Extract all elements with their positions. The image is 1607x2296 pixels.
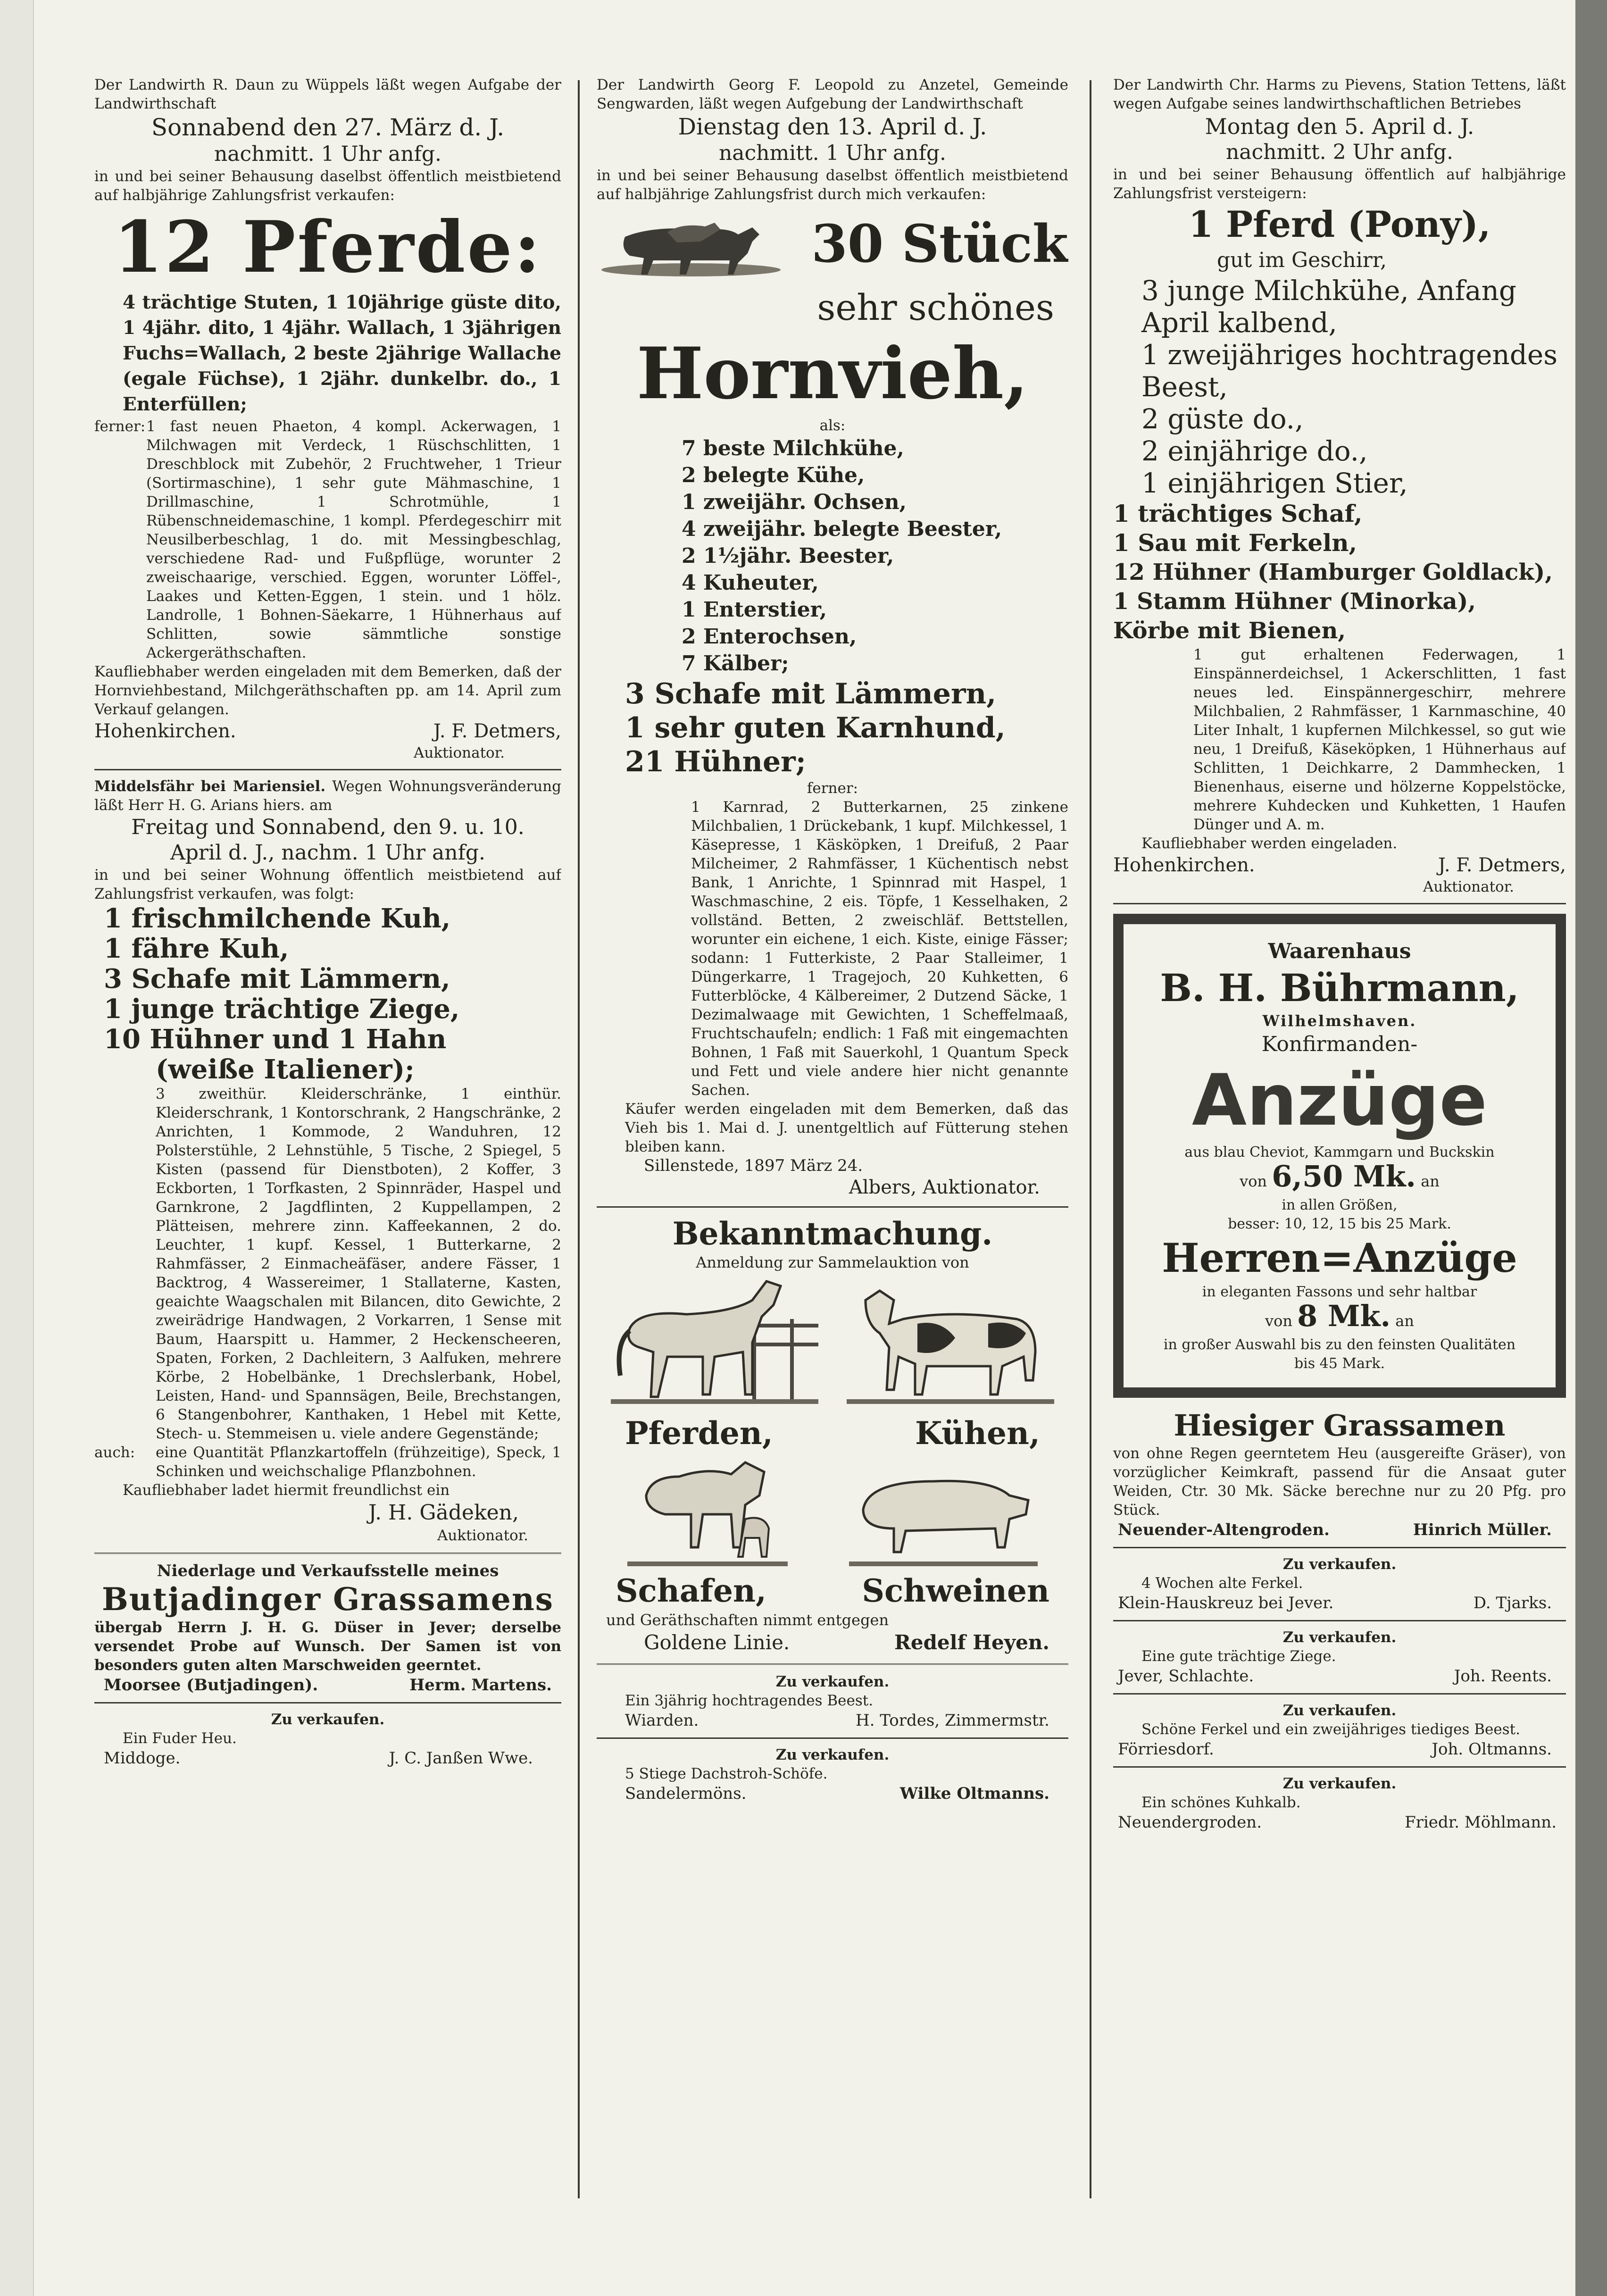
store-label: Waarenhaus	[1268, 939, 1411, 963]
column-3	[1113, 75, 1566, 2250]
list-item: 2 Enterochsen,	[682, 625, 857, 649]
ad-text: in und bei seiner Behausung öffentlich auf halbjährige Zahlungsfrist versteigern:	[1113, 166, 1566, 202]
right-edge-strip	[1575, 0, 1607, 2296]
list-item: 4 zweijähr. belegte Beester,	[682, 517, 1002, 541]
ad-als: als:	[819, 417, 846, 434]
column-rule	[578, 80, 580, 2198]
column-2	[597, 75, 1068, 2250]
list-item: 1 trächtiges Schaf,	[1113, 500, 1363, 527]
ad-intro: Der Landwirth Georg F. Leopold zu Anzetel, Gemeinde Sengwarden, läßt wegen Aufgebung der Landwirthschaft	[597, 76, 1068, 112]
ad-text: in und bei seiner Behausung daselbst öffentlich meistbietend auf halbjährige Zahlungsfrist verkaufen:	[94, 168, 561, 204]
list-item: Körbe mit Bienen,	[1113, 618, 1346, 644]
list-item: 2 1½jähr. Beester,	[682, 544, 894, 568]
ad-text: Schöne Ferkel und ein zweijähriges tiediges Beest.	[1141, 1721, 1520, 1738]
ad-title: Zu verkaufen.	[1282, 1556, 1397, 1573]
ad-signature-row	[1113, 1593, 1566, 1613]
ad-text: in und bei seiner Behausung daselbst öffentlich meistbietend auf halbjährige Zahlungsfrist durch mich verkaufen:	[597, 167, 1068, 203]
ad-signer: Friedr. Möhlmann.	[1405, 1813, 1557, 1832]
animals-row-2	[597, 1571, 1068, 1611]
ad-title: Zu verkaufen.	[775, 1746, 890, 1763]
list-item: 12 Hühner (Hamburger Goldlack),	[1113, 559, 1553, 585]
ferner-label: ferner:	[94, 418, 146, 435]
ad-place: Sandelermöns.	[625, 1784, 747, 1803]
sale-ad-tjarks	[1113, 1555, 1566, 1613]
ad-separator	[597, 1663, 1068, 1665]
ad-place: Neuendergroden.	[1118, 1813, 1262, 1832]
ad-signer: J. C. Janßen Wwe.	[389, 1749, 533, 1768]
ad-text: 5 Stiege Dachstroh-Schöfe.	[625, 1765, 828, 1782]
ad-signer: J. H. Gädeken,	[368, 1501, 519, 1525]
box-text: aus blau Cheviot, Kammgarn und Buckskin	[1184, 1144, 1495, 1161]
list-item: 1 Sau mit Ferkeln,	[1113, 529, 1357, 557]
ad-separator	[1113, 1547, 1566, 1548]
animals-row-1	[597, 1413, 1068, 1453]
ad-text: in und bei seiner Wohnung öffentlich meistbietend auf Zahlungsfrist verkaufen, was folgt:	[94, 867, 561, 902]
ad-line: Anmeldung zur Sammelauktion von	[696, 1253, 969, 1271]
column-rule	[1090, 80, 1091, 2198]
auch-label: auch:	[94, 1444, 135, 1461]
ad-place: Wiarden.	[625, 1711, 699, 1730]
auction-ad-leopold	[597, 75, 1068, 1200]
ad-text: Ein 3jährig hochtragendes Beest.	[625, 1692, 874, 1709]
animal-label: Pferden,	[625, 1415, 773, 1452]
ad-closing: Käufer werden eingeladen mit dem Bemerken, daß das Vieh bis 1. Mai d. J. unentgeltlich auf Fütterung stehen bleiben kann.	[625, 1101, 1068, 1155]
ad-signer: Joh. Reents.	[1454, 1667, 1552, 1686]
ad-line: Niederlage und Verkaufsstelle meines	[157, 1561, 499, 1580]
list-item: 1 frischmilchende Kuh,	[104, 903, 451, 934]
ad-separator	[94, 1702, 561, 1703]
ad-signer: Wilke Oltmanns.	[899, 1784, 1049, 1803]
ad-separator	[1113, 1766, 1566, 1768]
sale-ad-janssen	[94, 1710, 561, 1769]
list-item: 3 junge Milchkühe, Anfang April kalbend,	[1141, 275, 1517, 339]
ad-line: und Geräthschaften nimmt entgegen	[606, 1611, 889, 1629]
ad-time: nachmitt. 1 Uhr anfg.	[718, 141, 947, 165]
sammelauktion-ad-heyen	[597, 1214, 1068, 1656]
ad-text: von ohne Regen geerntetem Heu (ausgereifte Gräser), von vorzüglicher Keimkraft, passend für die Ansaat guter Weiden, Ctr. 30 Mk. Säcke berechne nur zu 20 Pfg. pro Stück.	[1113, 1445, 1566, 1519]
ad-title: Bekanntmachung.	[672, 1215, 993, 1252]
list-item: 3 Schafe mit Lämmern,	[104, 963, 450, 994]
ad-place: Förriesdorf.	[1118, 1740, 1214, 1759]
list-item: 2 güste do.,	[1141, 403, 1304, 435]
ad-title: Zu verkaufen.	[775, 1673, 890, 1690]
ad-ferner-text: 1 Karnrad, 2 Butterkarnen, 25 zinkene Milchbalien, 1 Drückebank, 1 kupf. Milchkessel, 1 Käsepresse, 1 Käsköpken, 1 Dreifuß, 2 Paar Milcheimer, 2 Rahmfässer, 1 Küchentisch nebst Bank, 1 Anrichte, 1 Spinnrad mit Haspel, 1 Waschmaschine, 2 eis. Töpfe, 1 Kesselhaken, 2 vollständ. Betten, 2 zweischläf. Bettstellen, worunter ein eichene, 1 eich. Kiste, einige Fässer; sodann: 1 Futterkiste, 2 Paar Stalleimer, 1 Düngerkarre, 1 Tragejoch, 20 Kuhketten, 6 Futterblöcke, 4 Kälbereimer, 2 Dutzend Säcke, 1 Dezimalwaage mit Gewichten, 1 Scheffelmaaß, Fruchtschaufeln; endlich: 1 Faß mit eingemachten Bohnen, 1 Faß mit Sauerkohl, 1 Quantum Speck und Fett und viele andere hier nicht genannte Sachen.	[691, 799, 1068, 1099]
auction-ad-daun	[94, 75, 561, 762]
left-margin-strip	[0, 0, 34, 2296]
column-1	[94, 75, 561, 2250]
ad-sub: sehr schönes	[817, 286, 1054, 328]
ad-signature-row	[94, 1675, 561, 1695]
illustration-row-1	[597, 1272, 1068, 1413]
ad-separator	[597, 1737, 1068, 1739]
list-item: 2 belegte Kühe,	[682, 463, 865, 487]
box-price-line	[1133, 1299, 1546, 1336]
grassamen-ad-martens	[94, 1561, 561, 1695]
ad-place: Hohenkirchen.	[1113, 854, 1255, 876]
ad-intro: Der Landwirth Chr. Harms zu Pievens, Station Tettens, läßt wegen Aufgabe seines landwirthschaftlichen Betriebes	[1113, 76, 1566, 112]
list-item: 1 einjährigen Stier,	[1141, 467, 1408, 499]
ad-ferner-text: 1 gut erhaltenen Federwagen, 1 Einspännerdeichsel, 1 Ackerschlitten, 1 fast neues led. Einspännergeschirr, mehrere Milchbalien, 2 Rahmfässer, 1 Karnmaschine, 40 Liter Inhalt, 1 kupfernen Milchkessel, so gut wie neu, 1 Dreifuß, Käseköpken, 1 Hühnerhaus auf Schlitten, 1 Deichkarre, 2 Dammhecken, 1 Bienenhaus, eiserne und hölzerne Koppelstöcke, mehrere Kuhdecken und Kuhketten, 1 Haufen Dünger und A. m.	[1193, 646, 1566, 833]
box-price: 8 Mk.	[1297, 1299, 1391, 1333]
ad-place: Jever, Schlachte.	[1118, 1667, 1254, 1686]
pig-illustration-icon	[849, 1453, 1038, 1571]
sale-ad-tordes	[597, 1672, 1068, 1731]
ad-title: Zu verkaufen.	[271, 1711, 385, 1728]
ad-place: Goldene Linie.	[644, 1631, 790, 1654]
ad-signer-title: Auktionator.	[413, 744, 505, 761]
list-item: 1 Enterstier,	[682, 598, 827, 622]
ad-time: nachmitt. 2 Uhr anfg.	[1225, 140, 1454, 164]
ad-horse-list: 4 trächtige Stuten, 1 10jährige güste dito, 1 4jähr. dito, 1 4jähr. Wallach, 1 3jährigen Fuchs=Wallach, 2 beste 2jährige Wallache (egale Füchse), 1 2jähr. dunkelbr. do., 1 Enterfüllen;	[123, 292, 561, 415]
ad-place-date: Sillenstede, 1897 März 24.	[644, 1156, 863, 1175]
box-text: in allen Größen,	[1282, 1197, 1398, 1213]
ad-signature-row	[94, 719, 561, 743]
sheep-illustration-icon	[627, 1453, 788, 1571]
sale-ad-reents	[1113, 1628, 1566, 1687]
cattle-illustration-icon	[597, 209, 785, 279]
ad-separator	[94, 769, 561, 770]
box-text: in großer Auswahl bis zu den feinsten Qualitäten bis 45 Mark.	[1163, 1336, 1516, 1372]
box-sub: Konfirmanden-	[1261, 1032, 1418, 1056]
ad-intro: Der Landwirth R. Daun zu Wüppels läßt wegen Aufgabe der Landwirthschaft	[94, 76, 561, 112]
buehrmann-box-ad	[1113, 914, 1566, 1398]
store-city: Wilhelmshaven.	[1262, 1012, 1417, 1030]
ad-text: Ein Fuder Heu.	[123, 1730, 237, 1747]
ad-signature-row	[1113, 1739, 1566, 1760]
ad-closing: Kaufliebhaber ladet hiermit freundlichst ein	[123, 1482, 450, 1499]
ad-place: Middoge.	[104, 1749, 181, 1768]
ad-signature-row	[1113, 1666, 1566, 1687]
list-item: 1 sehr guten Karnhund,	[625, 711, 1006, 744]
ad-signer-title: Auktionator.	[437, 1527, 528, 1544]
ad-time: nachmitt. 1 Uhr anfg.	[214, 142, 442, 166]
horse-illustration-icon	[611, 1272, 818, 1413]
ad-headline: Hornvieh,	[636, 332, 1029, 415]
list-item: 1 zweijähriges hochtragendes Beest,	[1141, 339, 1558, 403]
ad-date: Sonnabend den 27. März d. J.	[151, 114, 505, 141]
ad-signer: Hinrich Müller.	[1413, 1520, 1552, 1539]
ad-separator	[1113, 903, 1566, 904]
sale-ad-moehlmann	[1113, 1774, 1566, 1833]
list-item: 1 zweijähr. Ochsen,	[682, 490, 907, 514]
ad-headline: 12 Pferde:	[113, 206, 542, 289]
ad-separator	[1113, 1620, 1566, 1621]
sale-ad-oltmanns	[597, 1745, 1068, 1804]
ad-headline: Butjadinger Grassamens	[102, 1581, 554, 1618]
ad-item-list	[94, 903, 561, 1085]
ad-place: Hohenkirchen.	[94, 720, 236, 742]
list-item: 1 junge trächtige Ziege,	[104, 994, 460, 1025]
auction-ad-arians	[94, 777, 561, 1545]
ad-count-row	[597, 204, 1068, 284]
ad-signature-row	[1113, 1812, 1566, 1833]
ad-closing: Kaufliebhaber werden eingeladen.	[1141, 835, 1398, 852]
box-text: in eleganten Fassons und sehr haltbar	[1202, 1284, 1477, 1300]
ad-signer: J. F. Detmers,	[1438, 854, 1566, 876]
ad-headline: Hiesiger Grassamen	[1174, 1408, 1506, 1443]
list-item: 1 Stamm Hühner (Minorka),	[1113, 588, 1476, 615]
ad-time: April d. J., nachm. 1 Uhr anfg.	[170, 841, 486, 865]
ad-text: übergab Herrn J. H. G. Düser in Jever; derselbe versendet Probe auf Wunsch. Der Samen ist von besonders guten alten Marschweiden geerntet.	[94, 1619, 561, 1674]
ad-signer: Herm. Martens.	[409, 1676, 552, 1695]
list-item: gut im Geschirr,	[1217, 248, 1387, 272]
ad-intro: Wegen Wohnungsveränderung läßt Herr H. G. Arians hiers. am	[94, 778, 561, 814]
ad-signature-row	[597, 1710, 1068, 1731]
ad-ferner-text: 3 zweithür. Kleiderschränke, 1 einthür. Kleiderschrank, 1 Kontorschrank, 2 Hangschränke, 2 Anrichten, 1 Kommode, 2 Wanduhren, 12 Polsterstühle, 2 Lehnstühle, 5 Tische, 2 Spiegel, 5 Kisten (passend für Dienstboten), 2 Koffer, 3 Eckborten, 1 Torfkasten, 2 Spinnräder, Haspel und Garnkrone, 2 Jagdflinten, 2 Kuppellampen, 2 Plätteisen, mehrere zinn. Kaffeekannen, 2 do. Leuchter, 1 kupf. Kessel, 1 Butterkarne, 2 Rahmfässer, 2 Einmacheäfäser, andere Fässer, 1 Backtrog, 4 Wassereimer, 1 Stallaterne, Kasten, geaichte Waagschalen mit Bilancen, dito Gewichte, 2 zweirädrige Handwagen, 2 Vorkarren, 1 Sense mit Baum, Haarspitt u. Hammer, 2 Heckenscheeren, Spaten, Forken, 2 Dachleitern, 3 Aalfuken, mehrere Körbe, 2 Hobelbänke, 1 Drechslerbank, Hobel, Leisten, Hand- und Spannsägen, Beile, Brechstangen, 6 Stangenbohrer, Kanthaken, 1 Hebel mit Kette, Stech- u. Stemmeisen u. viele andere Gegenstände;	[156, 1085, 561, 1442]
animal-label: Schweinen	[862, 1572, 1049, 1609]
box-text: besser: 10, 12, 15 bis 25 Mark.	[1228, 1216, 1451, 1232]
ad-title: Zu verkaufen.	[1282, 1702, 1397, 1719]
ad-count: 30 Stück	[811, 213, 1068, 274]
list-item: 2 einjährige do.,	[1141, 435, 1368, 467]
ad-signature-row	[1113, 853, 1566, 877]
ad-date: Freitag und Sonnabend, den 9. u. 10.	[131, 815, 525, 839]
ad-text: Eine gute trächtige Ziege.	[1141, 1648, 1336, 1665]
ad-signature-row	[597, 1629, 1068, 1656]
ad-signer: J. F. Detmers,	[433, 720, 561, 742]
store-name: B. H. Bührmann,	[1160, 966, 1519, 1010]
ad-separator	[94, 1553, 561, 1554]
cattle-list	[597, 435, 1068, 677]
animal-label: Schafen,	[616, 1572, 766, 1609]
ad-place: Neuender-Altengroden.	[1118, 1520, 1330, 1539]
ad-closing: Kaufliebhaber werden eingeladen mit dem Bemerken, daß der Hornviehbestand, Milchgeräthschaften pp. am 14. April zum Verkauf gelangen.	[94, 663, 561, 718]
list-item: (weiße Italiener);	[156, 1054, 415, 1085]
ad-signer: D. Tjarks.	[1473, 1594, 1552, 1612]
box-headline: Herren=Anzüge	[1162, 1235, 1517, 1281]
ad-ferner-text: 1 fast neuen Phaeton, 4 kompl. Ackerwagen, 1 Milchwagen mit Verdeck, 1 Rüschschlitten, 1 Dreschblock mit Zubehör, 2 Fruchtweher, 1 Trieur (Sortirmaschine), 1 sehr gute Mähmaschine, 1 Drillmaschine, 1 Schrotmühle, 1 Rübenschneidemaschine, 1 kompl. Pferdegeschirr mit Neusilberbeschlag, 1 do. mit Messingbeschlag, verschiedene Rad- und Fußpflüge, worunter 2 zweischaarige, verschied. Eggen, worunter Löffel-, Laakes und Ketten-Eggen, 1 stein. und 1 hölz. Landrolle, 1 Bohnen-Säekarre, 1 Hühnerhaus auf Schlitten, sowie sämmtliche sonstige Ackergeräthschaften.	[146, 418, 561, 661]
box-price-line	[1133, 1159, 1546, 1196]
ad-title: Zu verkaufen.	[1282, 1775, 1397, 1792]
ad-separator	[1113, 1693, 1566, 1695]
ad-place: Moorsee (Butjadingen).	[104, 1676, 318, 1695]
ad-signer-title: Auktionator.	[1423, 878, 1514, 895]
ad-signer: Redelf Heyen.	[894, 1631, 1049, 1654]
price-post: an	[1421, 1172, 1440, 1190]
grassamen-ad-mueller	[1113, 1407, 1566, 1540]
illustration-row-2	[597, 1453, 1068, 1571]
cow-illustration-icon	[847, 1272, 1054, 1413]
ad-signature-row	[597, 1783, 1068, 1804]
ad-signer: Joh. Oltmanns.	[1432, 1740, 1552, 1759]
ad-item-list	[1113, 203, 1566, 645]
animal-label: Kühen,	[915, 1415, 1040, 1452]
ad-date: Dienstag den 13. April d. J.	[678, 114, 987, 140]
list-item: 1 Pferd (Pony),	[1188, 203, 1491, 245]
ferner-label: ferner:	[807, 780, 858, 797]
ad-intro-bold: Middelsfähr bei Mariensiel.	[94, 778, 326, 795]
ad-signer: Albers, Auktionator.	[849, 1177, 1040, 1198]
list-item: 7 Kälber;	[682, 651, 789, 676]
ad-intro-block	[94, 777, 561, 815]
ad-text: 4 Wochen alte Ferkel.	[1141, 1575, 1303, 1592]
ad-ferner-block	[94, 417, 561, 662]
ad-title: Zu verkaufen.	[1282, 1629, 1397, 1646]
price-pre: von	[1240, 1172, 1267, 1190]
list-item: 3 Schafe mit Lämmern,	[625, 677, 997, 710]
ad-text: Ein schönes Kuhkalb.	[1141, 1794, 1301, 1811]
price-pre: von	[1265, 1312, 1292, 1330]
ad-auch-block	[94, 1443, 561, 1481]
more-list	[597, 677, 1068, 779]
ad-signature-row	[1113, 1520, 1566, 1540]
list-item: 4 Kuheuter,	[682, 571, 819, 595]
sale-ad-oltmanns	[1113, 1701, 1566, 1760]
ad-separator	[597, 1206, 1068, 1208]
auction-ad-harms	[1113, 75, 1566, 896]
ad-place: Klein-Hauskreuz bei Jever.	[1118, 1594, 1334, 1612]
ad-date: Montag den 5. April d. J.	[1205, 114, 1474, 139]
box-price: 6,50 Mk.	[1272, 1159, 1416, 1194]
ad-signature-row	[94, 1748, 561, 1769]
list-item: 10 Hühner und 1 Hahn	[104, 1024, 447, 1055]
price-post: an	[1395, 1312, 1414, 1330]
ad-signer: H. Tordes, Zimmermstr.	[855, 1711, 1049, 1730]
box-headline: Anzüge	[1191, 1060, 1488, 1142]
list-item: 21 Hühner;	[625, 745, 806, 778]
list-item: 1 fähre Kuh,	[104, 933, 289, 964]
list-item: 7 beste Milchkühe,	[682, 436, 904, 460]
ad-auch-text: eine Quantität Pflanzkartoffeln (frühzeitige), Speck, 1 Schinken und weichschalige Pflanzbohnen.	[156, 1444, 561, 1480]
